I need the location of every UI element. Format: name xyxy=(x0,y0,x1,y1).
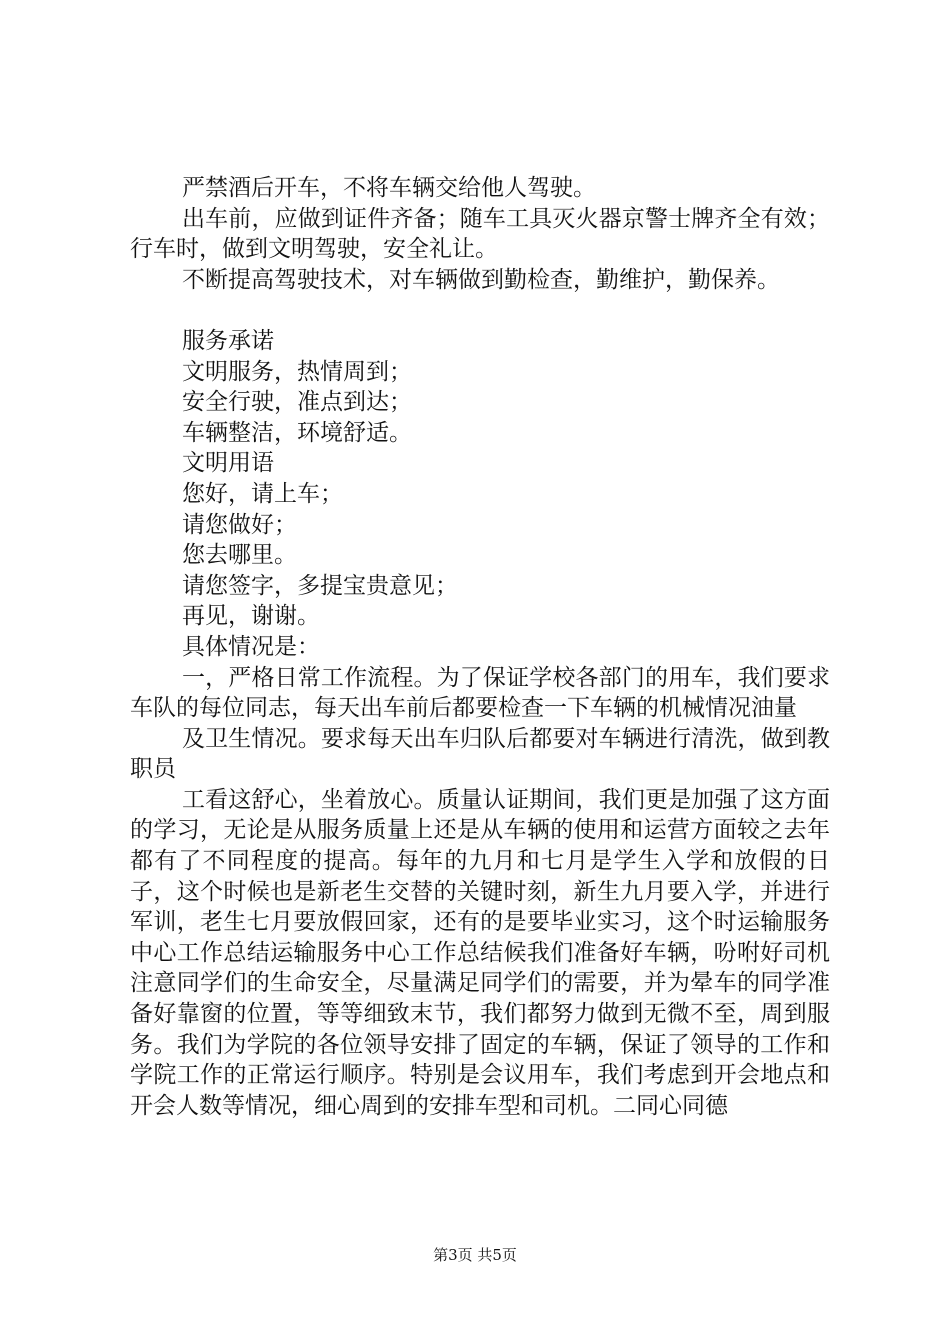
heading-specifics: 具体情况是： xyxy=(182,633,320,660)
commitment-item-3: 车辆整洁，环境舒适。 xyxy=(182,419,412,446)
paragraph-no-drunk-driving: 严禁酒后开车，不将车辆交给他人驾驶。 xyxy=(182,175,596,201)
paragraph-service-details: 工看这舒心，坐着放心。质量认证期间，我们更是加强了这方面的学习，无论是从服务质量上还是从车辆的使用和运营方面较之去年都有了不同程度的提高。每年的九月和七月是学生入学和放假的日子，这个时候也是新老生交替的关键时刻，新生九月要入学，并进行军训，老生七月要放假回家，还有的是要毕业实习，这个时运输服务中心工作总结运输服务中心工作总结候我们准备好车辆，吩咐好司机注意同学们的生命安全，尽量满足同学们的需要，并为晕车的同学准备好靠窗的位置，等等细致末节，我们都努力做到无微不至，周到服务。我们为学院的各位领导安排了固定的车辆，保证了领导的工作和学院工作的正常运行顺序。特别是会议用车，我们考虑到开会地点和开会人数等情况，细心周到的安排车型和司机。二同心同德 xyxy=(130,786,830,1119)
page-number-footer: 第3页 共5页 xyxy=(433,1246,517,1264)
commitment-item-1: 文明服务，热情周到； xyxy=(182,358,412,385)
polite-phrase-4: 请您签字，多提宝贵意见； xyxy=(182,572,458,599)
heading-polite-language: 文明用语 xyxy=(182,450,274,477)
paragraph-hygiene: 及卫生情况。要求每天出车归队后都要对车辆进行清洗，做到教职员 xyxy=(130,725,830,783)
polite-phrase-2: 请您做好； xyxy=(182,511,297,538)
document-body xyxy=(130,173,830,1121)
heading-service-commitment: 服务承诺 xyxy=(182,327,274,354)
polite-phrase-1: 您好，请上车； xyxy=(182,480,343,507)
blank-line xyxy=(130,295,830,326)
paragraph-driving-skill: 不断提高驾驶技术，对车辆做到勤检查，勤维护，勤保养。 xyxy=(182,266,780,293)
paragraph-pre-departure: 出车前，应做到证件齐备；随车工具灭火器京警士牌齐全有效；行车时，做到文明驾驶，安全礼让。 xyxy=(130,205,830,263)
commitment-item-2: 安全行驶，准点到达； xyxy=(182,389,412,416)
paragraph-workflow: 一，严格日常工作流程。为了保证学校各部门的用车，我们要求车队的每位同志，每天出车前后都要检查一下车辆的机械情况油量 xyxy=(130,664,830,722)
polite-phrase-5: 再见，谢谢。 xyxy=(182,603,320,630)
polite-phrase-3: 您去哪里。 xyxy=(182,542,297,569)
